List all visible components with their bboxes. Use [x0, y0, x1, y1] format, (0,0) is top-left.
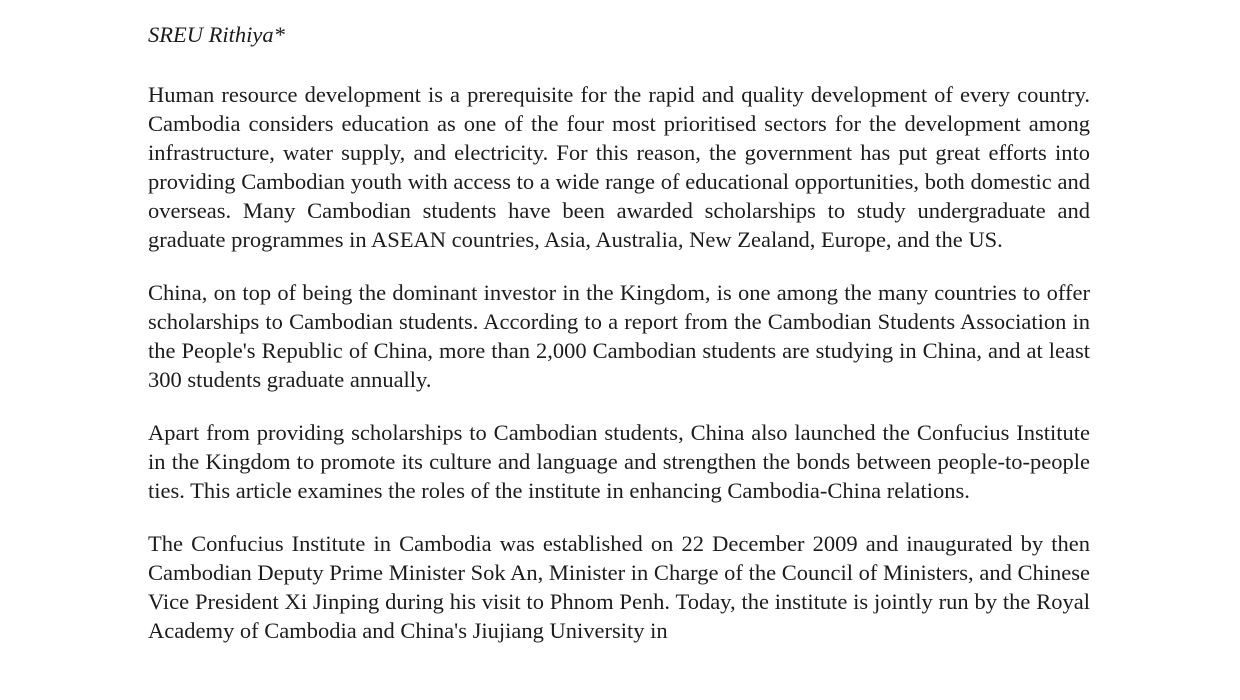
body-paragraph-1: Human resource development is a prerequisite for the rapid and quality development of every country. Cambodia considers education as one of the four most prioritised sectors for the development among infrastructure, water supply, and electricity. For this reason, the government has put great efforts into providing Cambodian youth with access to a wide range of educational opportunities, both domestic and overseas. Many Cambodian students have been awarded scholarships to study undergraduate and graduate programmes in ASEAN countries, Asia, Australia, New Zealand, Europe, and the US.: [148, 82, 1090, 252]
body-paragraph-2: China, on top of being the dominant investor in the Kingdom, is one among the many countries to offer scholarships to Cambodian students. According to a report from the Cambodian Students Association in the People's Republic of China, more than 2,000 Cambodian students are studying in China, and at least 300 students graduate annually.: [148, 280, 1090, 392]
body-paragraph-3: Apart from providing scholarships to Cambodian students, China also launched the Confucius Institute in the Kingdom to promote its culture and language and strengthen the bonds between people-to-people ties. This article examines the roles of the institute in enhancing Cambodia-China relations.: [148, 420, 1090, 503]
body-paragraph-4: The Confucius Institute in Cambodia was established on 22 December 2009 and inaugurated by then Cambodian Deputy Prime Minister Sok An, Minister in Charge of the Council of Ministers, and Chinese Vice President Xi Jinping during his visit to Phnom Penh. Today, the institute is jointly run by the Royal Academy of Cambodia and China's Jiujiang University in: [148, 531, 1090, 643]
author-byline: SREU Rithiya*: [148, 22, 285, 47]
